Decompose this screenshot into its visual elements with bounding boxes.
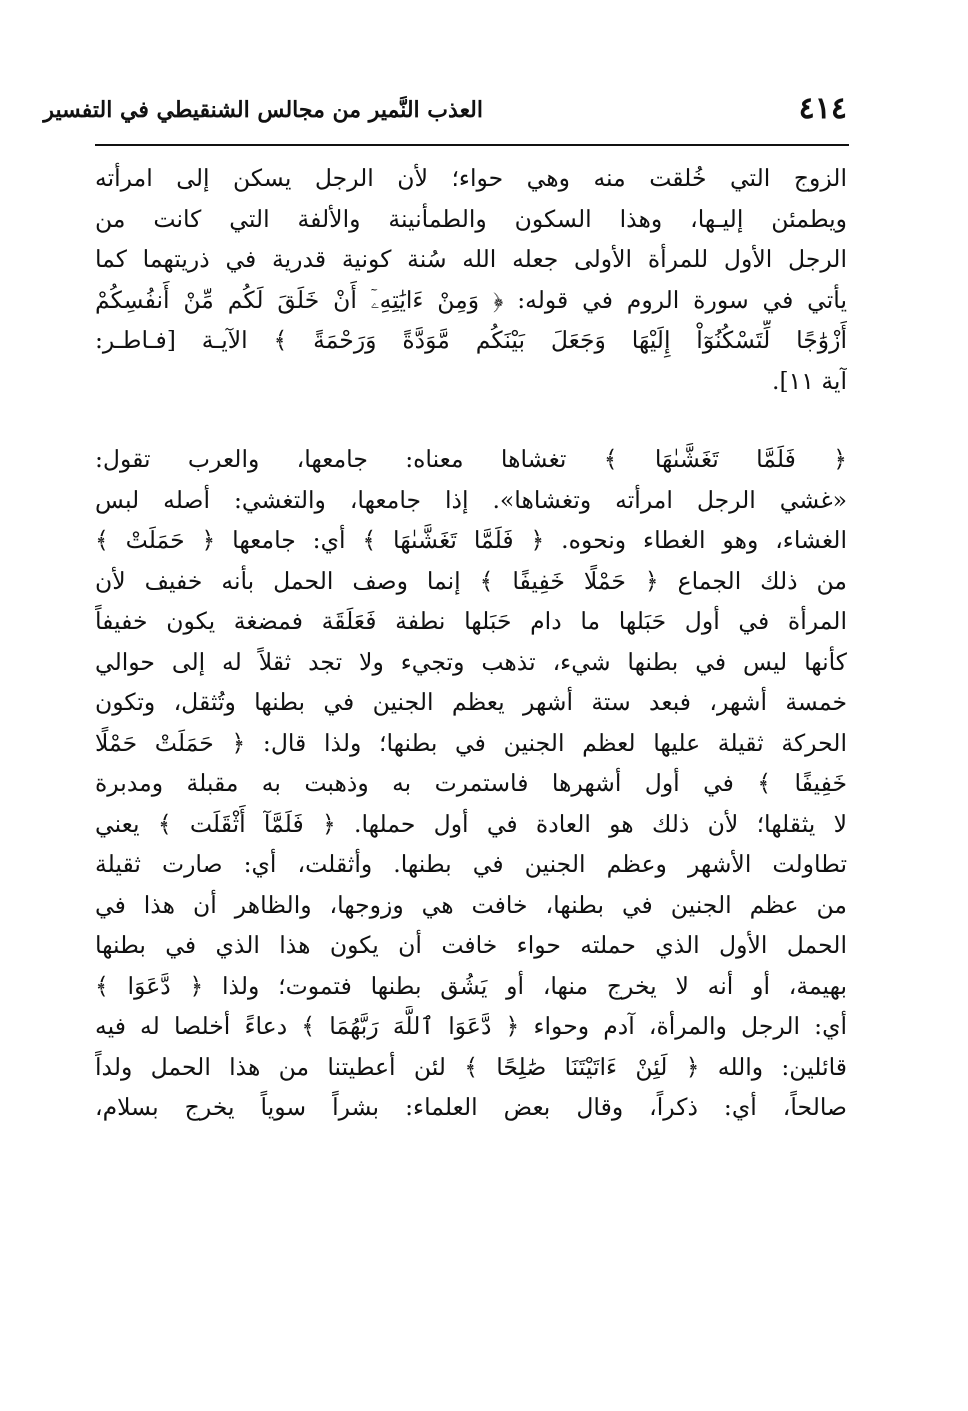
paragraph-gap [95, 401, 847, 439]
text-line: صالحاً، أي: ذكراً، وقال بعض العلماء: بشراً سوياً يخرج بسلام، [95, 1093, 847, 1121]
text-line: بهيمة، أو أنه لا يخرج منها، أو يَشُق بطنها فتموت؛ ولذا ﴿ دَّعَوَا ﴾ [95, 971, 847, 1000]
text-line: الغشاء، وهو الغطاء ونحوه. ﴿ فَلَمَّا تَغَشَّىٰهَا ﴾ أي: جامعها ﴿ حَمَلَتْ ﴾ [95, 526, 847, 554]
text-line: ويطمئن إليـها، وهذا السكون والطمأنينة والألفة التي كانت من [95, 204, 847, 233]
text-line: الحمل الأول الذي حملته حواء خافت أن يكون هذا الذي في بطنها [95, 931, 847, 959]
running-header [43, 86, 847, 136]
text-line: من عظم الجنين في بطنها، خافت هي وزوجها، والظاهر أن هذا في [95, 890, 847, 919]
text-line: قائلين: والله ﴿ لَئِنْ ءَاتَيْتَنَا صَٰلِحًا ﴾ لئن أعطيتنا من هذا الحمل ولداً [95, 1052, 847, 1081]
header-divider [95, 144, 849, 146]
page-body [95, 158, 847, 1128]
text-line: لا يثقلها؛ لأن ذلك هو العادة في أول حملها. ﴿ فَلَمَّآ أَثْقَلَت ﴾ يعني [95, 809, 847, 838]
text-line: أي: الرجل والمرأة، آدم وحواء ﴿ دَّعَوَا ٱللَّهَ رَبَّهُمَا ﴾ دعاءً أخلصا له فيه [95, 1012, 847, 1040]
text-line: من ذلك الجماع ﴿ حَمْلًا خَفِيفًا ﴾ إنما وصف الحمل بأنه خفيف لأن [95, 566, 847, 595]
text-line: خَفِيفًا ﴾ في أول أشهرها فاستمرت به وذهبت به مقبلة ومدبرة [95, 769, 847, 797]
paragraph-2 [95, 439, 847, 1128]
page-number: ٤١٤ [798, 91, 847, 126]
text-line: الرجل الأول للمرأة الأولى جعله الله سُنة كونية قدرية في ذريتهما كما [95, 245, 847, 273]
text-line: أَزْوَٰجًا لِّتَسْكُنُوٓاْ إِلَيْهَا وَجَعَلَ بَيْنَكُم مَّوَدَّةً وَرَحْمَةً ﴾ الآيـة [فـاطـر: [95, 326, 847, 354]
text-line: الزوج التي خُلقت منه وهي حواء؛ لأن الرجل يسكن إلى امرأته [95, 164, 847, 192]
text-line: الحركة ثقيلة عليها لعظم الجنين في بطنها؛ ولذا قال: ﴿ حَمَلَتْ حَمْلًا [95, 728, 847, 757]
text-line: كأنها ليس في بطنها شيء، تذهب وتجيء ولا تجد ثقلاً له إلى حوالي [95, 647, 847, 676]
book-title: العذب النَّمير من مجالس الشنقيطي في التفسير [43, 97, 483, 123]
text-line: «غشي الرجل امرأته وتغشاها». إذا جامعها، والتغشي: أصله لبس [95, 485, 847, 514]
text-line: تطاولت الأشهر وعظم الجنين في بطنها. وأثقلت، أي: صارت ثقيلة [95, 850, 847, 878]
text-line: خمسة أشهر، فبعد ستة أشهر يعظم الجنين في بطنها وتُثقل، وتكون [95, 688, 847, 716]
text-line: يأتي في سورة الروم في قوله: ﴿ وَمِنْ ءَايَٰتِهِۦٓ أَنْ خَلَقَ لَكُم مِّنْ أَنفُسِكُمْ [95, 285, 847, 314]
text-line: ﴿ فَلَمَّا تَغَشَّىٰهَا ﴾ تغشاها معناه: جامعها، والعرب تقول: [95, 445, 847, 473]
paragraph-1 [95, 158, 847, 401]
text-line: المرأة في أول حَبَلها ما دام حَبَلها نطفة فَعَلَقَة فمضغة يكون خفيفاً [95, 607, 847, 635]
text-line: آية ١١]. [771, 366, 847, 395]
